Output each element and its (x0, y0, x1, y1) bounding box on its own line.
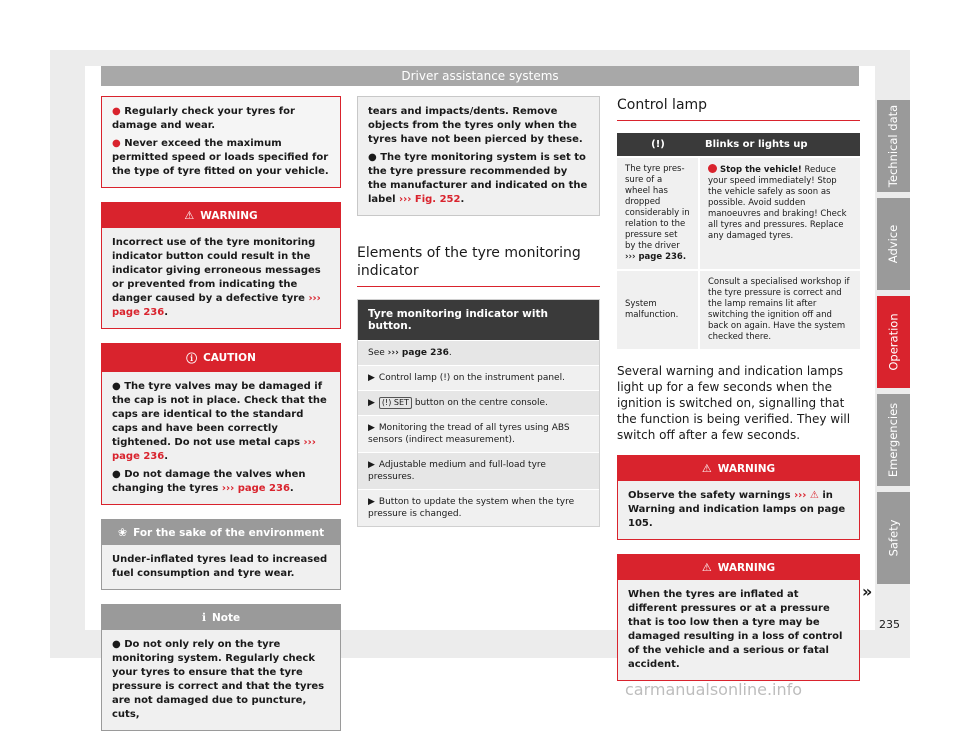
arrow-right-icon: ▶ (368, 423, 375, 433)
table-header-row (617, 133, 860, 157)
figure-title: Tyre monitoring indicator with button. (358, 300, 599, 340)
warning-box: ⚠ WARNING Observe the safety warnings ››› ⚠ in Warning and indication lamps on page 105. (617, 455, 860, 540)
continued-warning-box (101, 96, 341, 188)
tab-advice[interactable]: Advice (877, 198, 910, 290)
legend-item: ▶ Adjustable medium and full-load tyre pressures. (358, 452, 599, 489)
page-ref-link[interactable]: ››› page 236 (221, 483, 290, 494)
column-left (101, 96, 341, 731)
tyre-pressure-icon: (!) (617, 133, 699, 157)
note-text: Do not only rely on the tyre monitoring system. Regularly check your tyres to ensure that the tyre pressure is correct and that the tyres are not damaged due to puncture, cuts, (112, 639, 325, 720)
page-ref-link[interactable]: ››› page 236 (112, 293, 321, 318)
legend-item: ▶ Control lamp (!) on the instrument panel. (358, 365, 599, 390)
warning-text: When the tyres are inflated at different pressures or at a pressure that is too low then a tyre may be damaged resulting in a loss of control of the vehicle and a serious or fatal accident. (628, 589, 843, 670)
caution-box: ⓘ CAUTION ● The tyre valves may be damaged if the cap is not in place. Check that the caps are identical to the standard caps and have been correctly tightened. Do not use metal caps ››› page 236. ● Do not damage the valves when changing the tyres ››› page 236. (101, 343, 341, 505)
section-title: Elements of the tyre monitoring indicator (357, 244, 600, 287)
note-continued-box: tears and impacts/dents. Remove objects from the tyres only when the tyres have not been pierced by these. ● The tyre monitoring system is set to the tyre pressure recommended by the manufacturer and indicated on the label ››› Fig. 252. (357, 96, 600, 216)
table-header-cell: Blinks or lights up (699, 133, 860, 157)
body-paragraph: Several warning and indication lamps light up for a few seconds when the ignition is switched on, signalling that the function is being verified. They will switch off after a few seconds. (617, 364, 851, 442)
note-label: Note (212, 611, 241, 624)
arrow-right-icon: ▶ (368, 497, 375, 507)
page-ref-link[interactable]: ››› page 236 (387, 348, 449, 358)
warning-label: WARNING (200, 209, 258, 222)
section-header: Driver assistance systems (101, 66, 859, 86)
environment-label: For the sake of the environment (133, 526, 325, 539)
tab-safety[interactable]: Safety (877, 492, 910, 584)
warning-text: Incorrect use of the tyre monitoring indicator button could result in the indicator giving erroneous messages or prevented from indicating the danger caused by a defective tyre (112, 237, 321, 304)
table-row: System malfunction. Consult a specialised workshop if the tyre pressure is correct and the lamp remains lit after switching the ignition off and back on again. Have the system checked there. (617, 270, 860, 349)
legend-item: See ››› page 236. (358, 340, 599, 365)
caution-label: CAUTION (203, 352, 256, 364)
arrow-right-icon: ▶ (368, 460, 375, 470)
control-lamp-title: Control lamp (617, 96, 860, 121)
note-box: ℹ Note ● Do not only rely on the tyre monitoring system. Regularly check your tyres to ensure that the tyre pressure is correct and that the tyres are not damaged due to puncture, cuts, (101, 604, 341, 731)
watermark: carmanualsonline.info (625, 680, 803, 699)
environment-box (101, 519, 341, 590)
legend-item: ▶ (!) SET button on the centre console. (358, 390, 599, 415)
table-row: The tyre pressure of a wheel has dropped considerably in relation to the pressure set by the driver ››› page 236. Stop the vehicle! Reduce your speed immediately! Stop the vehicle safely as soon as possible. Avoid sudden manoeuvres and braking! Check all tyres and pressures. Replace any damaged tyres. (617, 157, 860, 270)
warning-box: ⚠ WARNING Incorrect use of the tyre monitoring indicator button could result in the indicator giving erroneous messages or prevented from indicating the danger caused by a defective tyre ››› page 236. (101, 202, 341, 329)
control-lamp-table (617, 133, 860, 349)
continue-icon: » (862, 582, 873, 601)
tab-technical-data[interactable]: Technical data (877, 100, 910, 192)
warning-triangle-icon: ⚠ (701, 462, 712, 475)
caution-icon: ⓘ (186, 352, 198, 365)
figure-ref-link[interactable]: ››› Fig. 252 (399, 194, 461, 205)
tyre-pressure-icon: (!) (439, 373, 451, 383)
environment-text: Under-inflated tyres lead to increased fuel consumption and tyre wear. (112, 554, 328, 579)
legend-item: ▶ Button to update the system when the tyre pressure is changed. (358, 489, 599, 526)
warning-triangle-icon: ⚠ (809, 490, 819, 501)
warning-triangle-icon: ⚠ (701, 561, 712, 574)
page-ref-link[interactable]: ››› (794, 490, 807, 501)
bullet-text: Never exceed the maximum permitted speed or loads specified for the type of tyre fitted on your vehicle. (112, 138, 329, 177)
arrow-right-icon: ▶ (368, 373, 375, 383)
page-number: 235 (879, 618, 900, 631)
column-middle (357, 96, 600, 527)
note-continued-text: tears and impacts/dents. Remove objects from the tyres only when the tyres have not been pierced by these. (368, 106, 583, 145)
leaf-icon: ❀ (117, 526, 128, 539)
bullet-text: Regularly check your tyres for damage and wear. (112, 106, 295, 131)
bullet-icon: ● (112, 106, 121, 117)
bullet-icon: ● (112, 138, 121, 149)
warning-triangle-icon: ⚠ (184, 209, 195, 222)
page-ref-link[interactable]: ››› page 236 (112, 437, 316, 462)
page-ref-link[interactable]: ››› page 236. (625, 252, 687, 262)
column-right (617, 96, 860, 681)
arrow-right-icon: ▶ (368, 398, 375, 408)
red-lamp-icon (708, 164, 717, 173)
warning-box: ⚠ WARNING When the tyres are inflated at different pressures or at a pressure that is too low then a tyre may be damaged resulting in a loss of control of the vehicle and a serious or fatal accident. (617, 554, 860, 681)
tab-emergencies[interactable]: Emergencies (877, 394, 910, 486)
tab-operation[interactable]: Operation (877, 296, 910, 388)
legend-item: ▶ Monitoring the tread of all tyres using ABS sensors (indirect measurement). (358, 415, 599, 452)
set-button-icon: (!) SET (379, 397, 412, 409)
figure-legend (357, 299, 600, 527)
info-icon: ℹ (201, 611, 207, 624)
